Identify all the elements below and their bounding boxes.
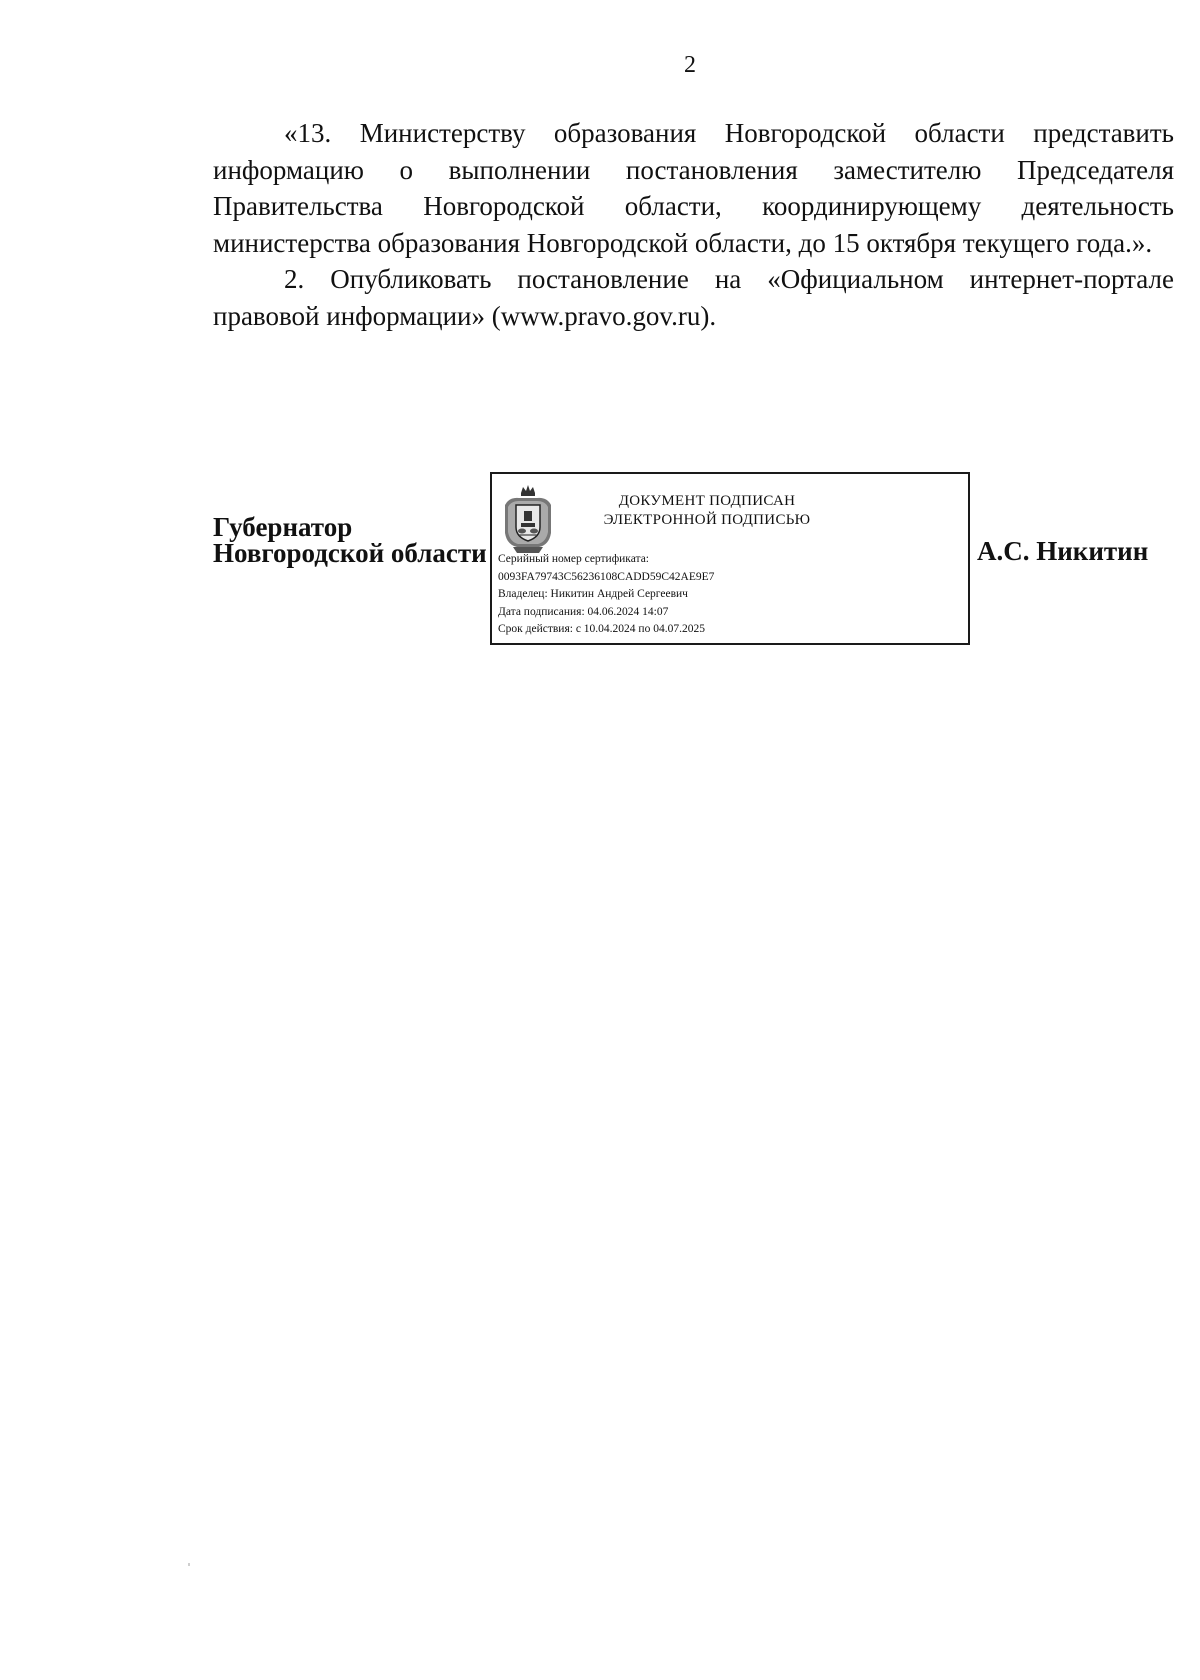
esign-cert-number: 0093FA79743C56236108CADD59C42AE9E7 — [498, 570, 715, 583]
esign-validity: Срок действия: с 10.04.2024 по 04.07.2025 — [498, 623, 705, 635]
signatory-position-line1: Губернатор — [213, 512, 353, 542]
document-body — [213, 115, 1174, 334]
esign-sign-date: Дата подписания: 04.06.2024 14:07 — [498, 605, 669, 618]
signatory-name: А.С. Никитин — [977, 536, 1149, 566]
esign-heading-line1: ДОКУМЕНТ ПОДПИСАН — [618, 493, 796, 509]
paragraph-2: 2. Опубликовать постановление на «Официальном интернет-портале правовой информации» (www.pravo.gov.ru). — [213, 264, 1174, 331]
coat-of-arms-icon — [499, 483, 557, 555]
esign-heading-line2: ЭЛЕКТРОННОЙ ПОДПИСЬЮ — [603, 512, 811, 528]
signatory-position — [213, 514, 487, 566]
page-number: 2 — [684, 52, 696, 78]
esign-details — [498, 551, 714, 639]
electronic-signature-stamp — [490, 472, 970, 645]
esign-heading — [562, 492, 852, 530]
scan-artifact — [188, 1563, 190, 1566]
esign-owner: Владелец: Никитин Андрей Сергеевич — [498, 588, 688, 600]
paragraph-13: «13. Министерству образования Новгородской области представить информацию о выполнении постановления заместителю Председателя Правительства Новгородской области, координирующему деятельность министерства образования Новгородской области, до 15 октября текущего года.». — [213, 118, 1174, 258]
esign-cert-label: Серийный номер сертификата: — [498, 553, 649, 565]
signatory-position-line2: Новгородской области — [213, 538, 487, 568]
